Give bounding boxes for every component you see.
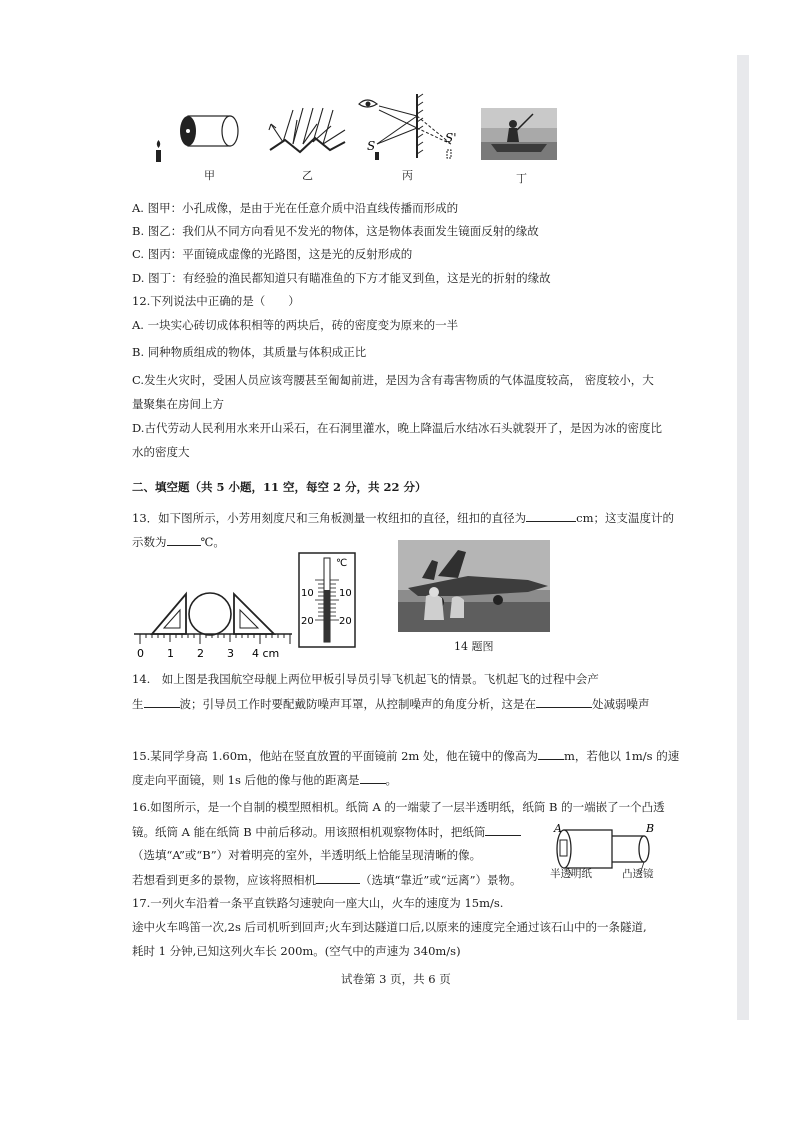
q16-text-4a: 若想看到更多的景物，应该将照相机 xyxy=(132,873,316,887)
section-2-title: 二、填空题（共 5 小题，11 空，每空 2 分，共 22 分） xyxy=(132,480,427,494)
thermometer-right-10: 10 xyxy=(339,588,352,599)
ruler-tick-1: 1 xyxy=(167,647,174,660)
thermometer-left-20: 20 xyxy=(301,616,314,627)
q13-text-1: 13．如下图所示，小芳用刻度尺和三角板测量一枚纽扣的直径，纽扣的直径为 xyxy=(132,511,527,525)
ruler-tick-4: 4 cm xyxy=(252,647,280,660)
q15-text-b: m，若他以 1m/s 的速 xyxy=(563,749,680,763)
q16-blank-direction[interactable] xyxy=(316,872,360,884)
q14-line-1: 14. 如上图是我国航空母舰上两位甲板引导员引导飞机起飞的情景。飞机起飞的过程中会产 xyxy=(132,672,599,686)
q15-blank-height[interactable] xyxy=(538,748,564,760)
q12-stem: 12.下列说法中正确的是（ ） xyxy=(132,294,300,308)
q16-line-4 xyxy=(132,872,522,888)
q15-text-c: 度走向平面镜，则 1s 后他的像与他的距离是 xyxy=(132,773,360,787)
q17-line-2: 途中火车鸣笛一次,2s 后司机听到回声;火车到达隧道口后,以原来的速度完全通过该石山中的一条隧道, xyxy=(132,920,647,934)
q14-blank-wave[interactable] xyxy=(144,696,180,708)
camera-label-paper: 半透明纸 xyxy=(550,868,592,880)
page-footer: 试卷第 3 页，共 6 页 xyxy=(341,972,451,986)
q16-text-2: 镜。纸筒 A 能在纸筒 B 中前后移动。用该照相机观察物体时，把纸筒 xyxy=(132,825,486,839)
q11-option-d: D. 图丁：有经验的渔民都知道只有瞄准鱼的下方才能叉到鱼，这是光的折射的缘故 xyxy=(132,271,551,285)
q12-option-c: C.发生火灾时，受困人员应该弯腰甚至匍匐前进，是因为含有毒害物质的气体温度较高， 密度较小，大量聚集在房间上方 xyxy=(132,373,654,411)
q15-blank-distance[interactable] xyxy=(360,772,386,784)
label-s: S xyxy=(367,139,376,153)
caption-yi: 乙 xyxy=(302,169,313,182)
figure-ding-fisherman-photo xyxy=(481,108,557,160)
q13-text-3: 示数为 xyxy=(132,535,167,549)
q14-line-2 xyxy=(132,696,650,712)
figure-ruler-triangles xyxy=(134,582,294,662)
q12-option-a: A. 一块实心砖切成体积相等的两块后，砖的密度变为原来的一半 xyxy=(132,318,459,332)
photo-caption-q14: 14 题图 xyxy=(454,640,494,653)
q14-text-c: 处减弱噪声 xyxy=(592,697,650,711)
q15-text-a: 15.某同学身高 1.60m，他站在竖直放置的平面镜前 2m 处，他在镜中的像高为 xyxy=(132,749,538,763)
q13-line-1 xyxy=(132,510,674,526)
ruler-tick-0: 0 xyxy=(137,647,144,660)
q13-blank-diameter[interactable] xyxy=(526,510,576,522)
q17-line-3: 耗时 1 分钟,已知这列火车长 200m。(空气中的声速为 340m/s) xyxy=(132,944,461,958)
q16-line-1: 16.如图所示，是一个自制的模型照相机。纸筒 A 的一端蒙了一层半透明纸，纸筒 B 的一端嵌了一个凸透 xyxy=(132,800,665,814)
q13-line-2 xyxy=(132,534,225,550)
figure-carrier-jet-photo xyxy=(398,540,550,632)
ruler-tick-2: 2 xyxy=(197,647,204,660)
caption-bing: 丙 xyxy=(402,169,413,182)
q14-text-b: 波；引导员工作时要配戴防噪声耳罩，从控制噪声的角度分析，这是在 xyxy=(179,697,536,711)
q17-line-1: 17.一列火车沿着一条平直铁路匀速驶向一座大山，火车的速度为 15m/s. xyxy=(132,896,504,910)
camera-label-a: A xyxy=(554,822,562,835)
q11-option-c: C. 图丙：平面镜成虚像的光路图，这是光的反射形成的 xyxy=(132,247,413,261)
q11-option-b: B. 图乙：我们从不同方向看见不发光的物体，这是物体表面发生镜面反射的缘故 xyxy=(132,224,539,238)
q13-blank-temperature[interactable] xyxy=(167,534,201,546)
caption-jia: 甲 xyxy=(204,169,215,182)
scrollbar-track[interactable] xyxy=(737,55,749,1020)
q13-text-4: ℃。 xyxy=(200,535,225,549)
q13-text-2: cm；这支温度计的 xyxy=(576,511,674,525)
camera-label-b: B xyxy=(646,822,655,835)
q15-line-2 xyxy=(132,772,397,788)
figure-jia-pinhole xyxy=(150,104,245,166)
thermometer-unit: ℃ xyxy=(336,558,348,569)
figure-yi-diffuse-reflection xyxy=(265,100,350,160)
q14-text-a: 生 xyxy=(132,697,144,711)
q12-option-d: D.古代劳动人民利用水来开山采石，在石洞里灌水，晚上降温后水结冰石头就裂开了，是因为冰的密度比水的密度大 xyxy=(132,421,662,459)
q16-text-4b: （选填“靠近”或“远离”）景物。 xyxy=(360,873,522,887)
label-s-prime: S' xyxy=(445,131,457,145)
camera-label-lens: 凸透镜 xyxy=(622,868,654,880)
q12-option-b: B. 同种物质组成的物体，其质量与体积成正比 xyxy=(132,345,367,359)
q15-text-d: 。 xyxy=(385,773,398,787)
thermometer-left-10: 10 xyxy=(301,588,314,599)
q15-line-1 xyxy=(132,748,679,764)
q11-option-a: A. 图甲：小孔成像，是由于光在任意介质中沿直线传播而形成的 xyxy=(132,201,459,215)
q16-line-3: （选填“A”或“B”）对着明亮的室外，半透明纸上恰能呈现清晰的像。 xyxy=(132,848,482,862)
q14-blank-location[interactable] xyxy=(536,696,592,708)
ruler-tick-3: 3 xyxy=(227,647,234,660)
figure-bing-plane-mirror xyxy=(355,92,467,164)
caption-ding: 丁 xyxy=(516,172,527,185)
figure-thermometer xyxy=(298,552,356,648)
q16-blank-tube[interactable] xyxy=(485,824,521,836)
thermometer-right-20: 20 xyxy=(339,616,352,627)
q16-line-2 xyxy=(132,824,521,840)
